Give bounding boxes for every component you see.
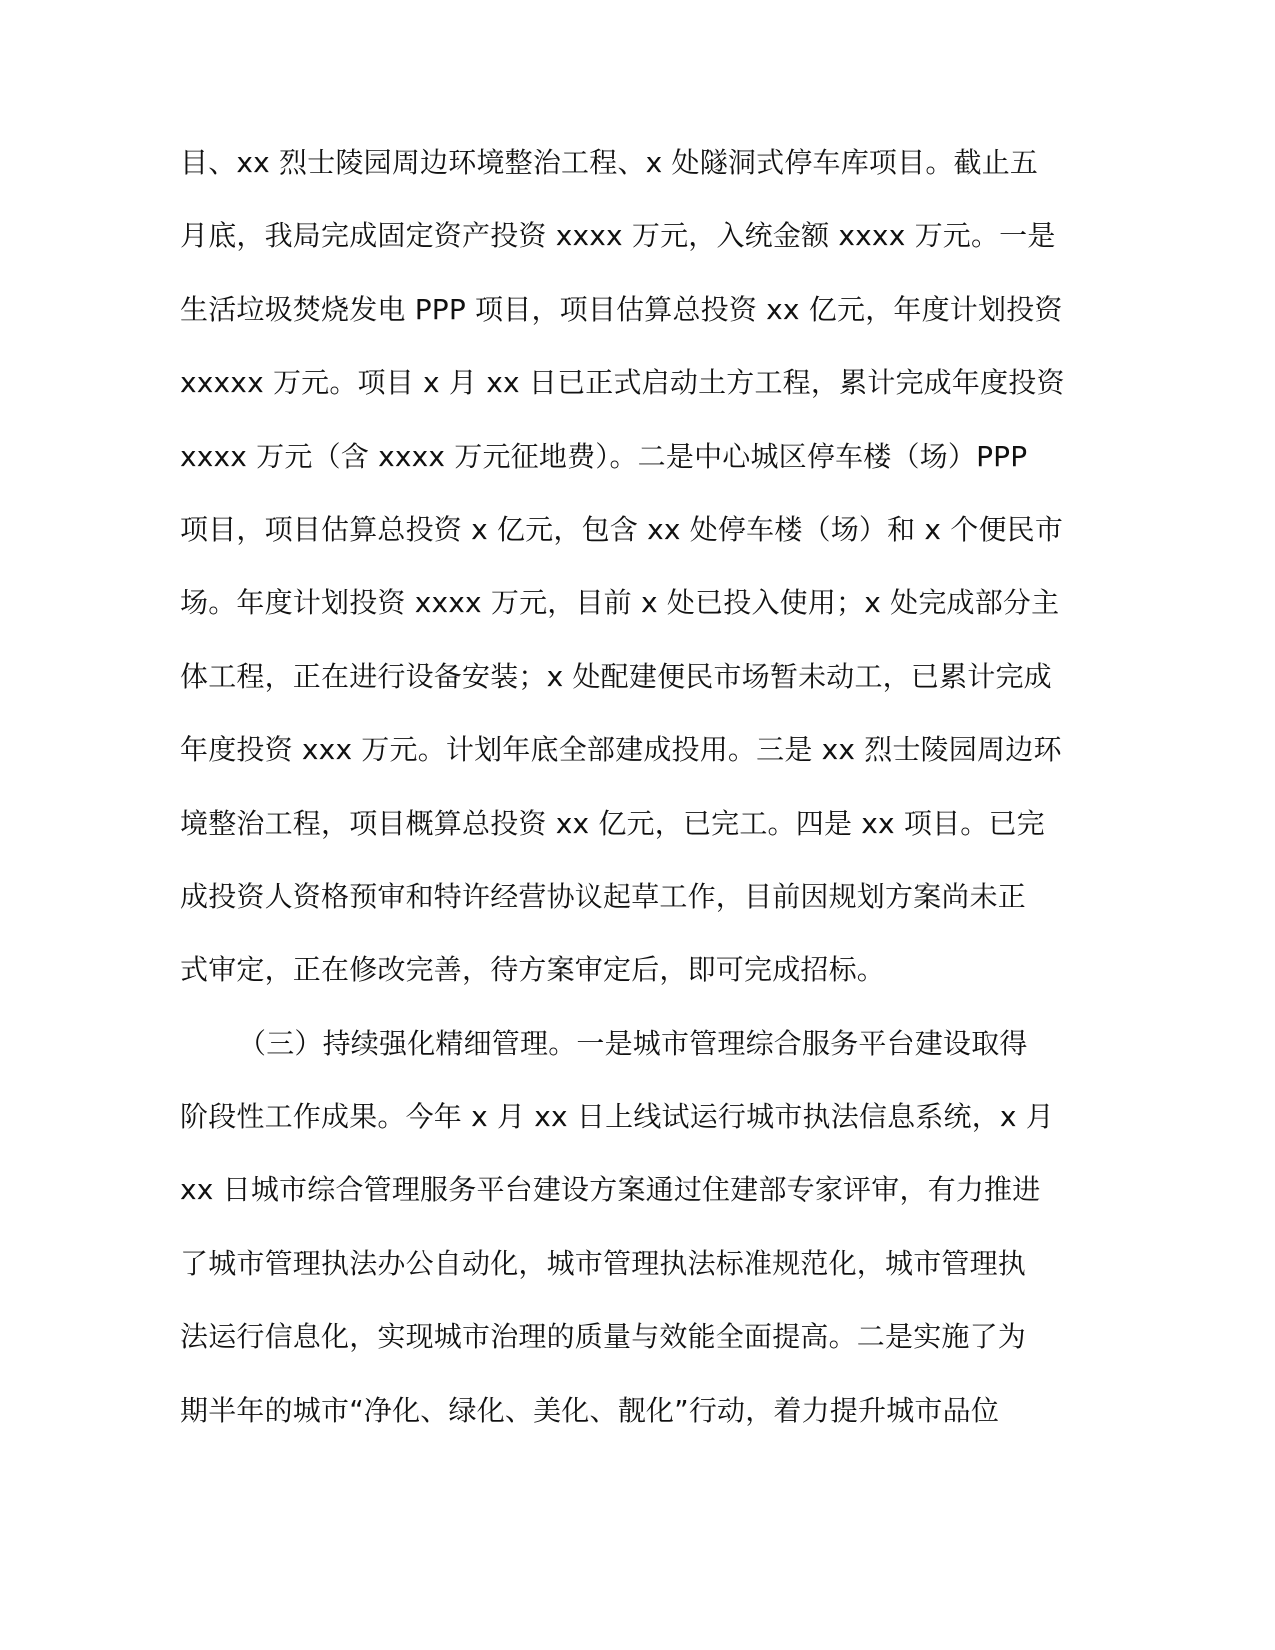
text-line: xxxx 万元（含 xxxx 万元征地费）。二是中心城区停车楼（场）PPP	[180, 439, 1028, 473]
text-line: 法运行信息化，实现城市治理的质量与效能全面提高。二是实施了为	[180, 1320, 1027, 1354]
text-line: 月底，我局完成固定资产投资 xxxx 万元，入统金额 xxxx 万元。一是	[180, 219, 1056, 253]
text-line: 阶段性工作成果。今年 x 月 xx 日上线试运行城市执法信息系统，x 月	[180, 1100, 1054, 1134]
text-line: 期半年的城市“净化、绿化、美化、靓化”行动，着力提升城市品位	[180, 1393, 1000, 1427]
text-line: 式审定，正在修改完善，待方案审定后，即可完成招标。	[180, 953, 886, 987]
text-line: 体工程，正在进行设备安装；x 处配建便民市场暂未动工，已累计完成	[180, 659, 1052, 693]
text-line: 成投资人资格预审和特许经营协议起草工作，目前因规划方案尚未正	[180, 879, 1027, 913]
text-line: 项目，项目估算总投资 x 亿元，包含 xx 处停车楼（场）和 x 个便民市	[180, 512, 1064, 546]
text-line: 年度投资 xxx 万元。计划年底全部建成投用。三是 xx 烈士陵园周边环	[180, 733, 1062, 767]
text-line: xxxxx 万元。项目 x 月 xx 日已正式启动土方工程，累计完成年度投资	[180, 366, 1065, 400]
text-line: 了城市管理执法办公自动化，城市管理执法标准规范化，城市管理执	[180, 1246, 1027, 1280]
text-line: 生活垃圾焚烧发电 PPP 项目，项目估算总投资 xx 亿元，年度计划投资	[180, 292, 1063, 326]
text-line: xx 日城市综合管理服务平台建设方案通过住建部专家评审，有力推进	[180, 1173, 1041, 1207]
text-line: 场。年度计划投资 xxxx 万元，目前 x 处已投入使用；x 处完成部分主	[180, 586, 1060, 620]
text-line: 目、xx 烈士陵园周边环境整治工程、x 处隧洞式停车库项目。截止五	[180, 146, 1039, 179]
section-heading-line: （三）持续强化精细管理。一是城市管理综合服务平台建设取得	[238, 1026, 1028, 1060]
text-line: 境整治工程，项目概算总投资 xx 亿元，已完工。四是 xx 项目。已完	[180, 806, 1045, 840]
body-text	[180, 137, 1065, 1458]
